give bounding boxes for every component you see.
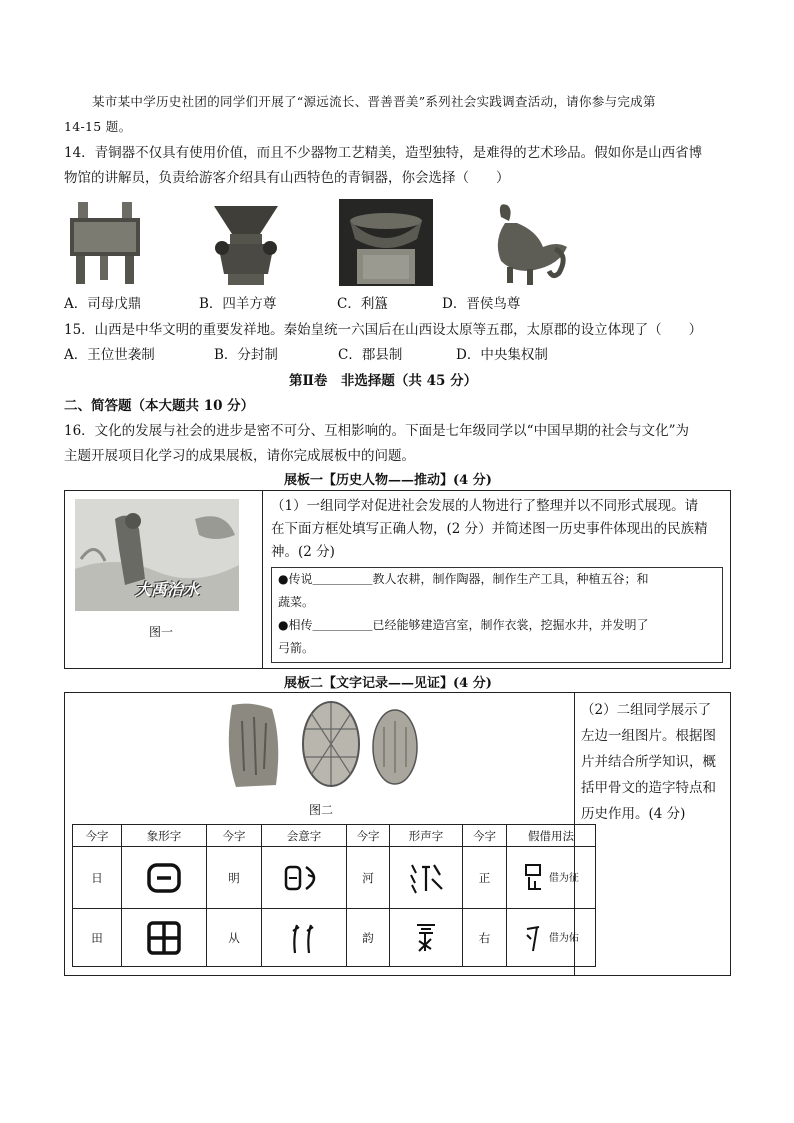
table-header: 今字: [463, 825, 507, 847]
loan-usage-cell: [507, 909, 596, 967]
part-heading: 二、简答题（本大题共 10 分）: [64, 398, 255, 414]
table-cell: 田: [73, 909, 122, 967]
figure1-overlay-text: 大禹治水: [135, 580, 200, 599]
table-header: 象形字: [122, 825, 207, 847]
q14-option-d[interactable]: D．晋侯鸟尊: [442, 296, 521, 312]
q15-options: [64, 343, 664, 363]
q14-options: [64, 292, 664, 312]
intro-line-2: 14-15 题。: [64, 119, 132, 134]
board2-question-line: （2）二组同学展示了: [581, 702, 712, 718]
dayu-zhishui-image: [75, 499, 239, 611]
q15-option-c[interactable]: C．郡县制: [338, 347, 403, 363]
li-gui-image: [339, 199, 433, 286]
q15-option-d[interactable]: D．中央集权制: [456, 347, 548, 363]
table-cell: 韵: [347, 909, 390, 967]
board1-title: 展板一【历史人物——推动】(4 分): [284, 473, 492, 488]
board1-question-line: 在下面方框处填写正确人物，(2 分）并简述图一历史事件体现出的民族精: [271, 521, 708, 537]
q14-line-2: 物馆的讲解员，负责给游客介绍具有山西特色的青铜器，你会选择（ ）: [64, 170, 510, 186]
q15-option-b[interactable]: B．分封制: [214, 347, 278, 363]
table-cell: 右: [463, 909, 507, 967]
table-cell: 明: [207, 847, 262, 909]
q15-text: 15．山西是中华文明的重要发祥地。秦始皇统一六国后在山西设太原等五郡，太原郡的设立体现了（ ）: [64, 322, 703, 338]
figure1-caption: 图一: [149, 625, 174, 639]
table-cell: 正: [463, 847, 507, 909]
table-row: [73, 847, 596, 909]
fill-line: 蔬菜。: [278, 595, 315, 609]
jinhou-niaozun-image: [487, 201, 571, 287]
board1-question: [271, 495, 721, 564]
siyang-fangzun-image: [208, 204, 284, 286]
loan-usage-cell: [507, 847, 596, 909]
table-header: 会意字: [262, 825, 347, 847]
figure2-caption: 图二: [309, 803, 334, 817]
loan-note: 借为佑: [548, 932, 579, 944]
board2-question-line: 左边一组图片。根据图: [581, 728, 716, 744]
q14-option-c[interactable]: C．利簋: [337, 296, 388, 312]
oracle-character-table: [72, 824, 596, 967]
oracle-bone-image: [222, 701, 284, 789]
ideograph-cong-glyph: [262, 909, 347, 967]
board2-question-line: 历史作用。(4 分): [581, 806, 686, 822]
phonosemantic-he-glyph: [390, 847, 463, 909]
loan-note: 借为征: [548, 872, 579, 884]
board2-question-line: 片并结合所学知识，概: [581, 754, 716, 770]
simuwu-ding-image: [66, 200, 144, 286]
board2: [64, 692, 731, 976]
table-header: 形声字: [390, 825, 463, 847]
turtle-shell-image-1: [299, 699, 363, 789]
table-header: 假借用法: [507, 825, 596, 847]
table-header: 今字: [73, 825, 122, 847]
pictograph-ri-glyph: [122, 847, 207, 909]
q15-option-a[interactable]: A．王位世袭制: [64, 347, 155, 363]
phonosemantic-glyph: [390, 909, 463, 967]
ideograph-ming-glyph: [262, 847, 347, 909]
table-header-row: [73, 825, 596, 847]
board1-question-line: 神。(2 分): [271, 544, 335, 560]
fill-line: 弓箭。: [278, 641, 315, 655]
pictograph-tian-glyph: [122, 909, 207, 967]
board1-divider: [262, 491, 263, 668]
q16-line-2: 主题开展项目化学习的成果展板，请你完成展板中的问题。: [64, 448, 415, 464]
table-header: 今字: [207, 825, 262, 847]
board1-fill-box: [271, 567, 723, 663]
board2-question-line: 括甲骨文的造字特点和: [581, 780, 716, 796]
board2-title: 展板二【文字记录——见证】(4 分): [284, 676, 492, 691]
table-header: 今字: [347, 825, 390, 847]
board1-question-line: （1）一组同学对促进社会发展的人物进行了整理并以不同形式展现。请: [271, 498, 699, 514]
section-title: 第Ⅱ卷 非选择题（共 45 分）: [289, 373, 478, 389]
fill-line[interactable]: ●传说＿＿＿＿＿教人农耕，制作陶器，制作生产工具，种植五谷；和: [278, 572, 649, 586]
board2-question: [581, 697, 723, 827]
table-cell: 河: [347, 847, 390, 909]
q16-line-1: 16．文化的发展与社会的进步是密不可分、互相影响的。下面是七年级同学以“中国早期的社会与文化”为: [64, 423, 689, 439]
board1: [64, 490, 731, 669]
q14-option-b[interactable]: B．四羊方尊: [199, 296, 277, 312]
q14-option-a[interactable]: A．司母戊鼎: [64, 296, 142, 312]
table-row: [73, 909, 596, 967]
table-cell: 日: [73, 847, 122, 909]
table-cell: 从: [207, 909, 262, 967]
intro-line-1: 某市某中学历史社团的同学们开展了“源远流长、晋善晋美”系列社会实践调查活动，请你参与完成第: [92, 94, 656, 109]
turtle-shell-image-2: [370, 707, 420, 787]
q14-line-1: 14．青铜器不仅具有使用价值，而且不少器物工艺精美，造型独特，是难得的艺术珍品。假如你是山西省博: [64, 145, 703, 161]
fill-line[interactable]: ●相传＿＿＿＿＿已经能够建造宫室，制作衣裳，挖掘水井，并发明了: [278, 618, 649, 632]
